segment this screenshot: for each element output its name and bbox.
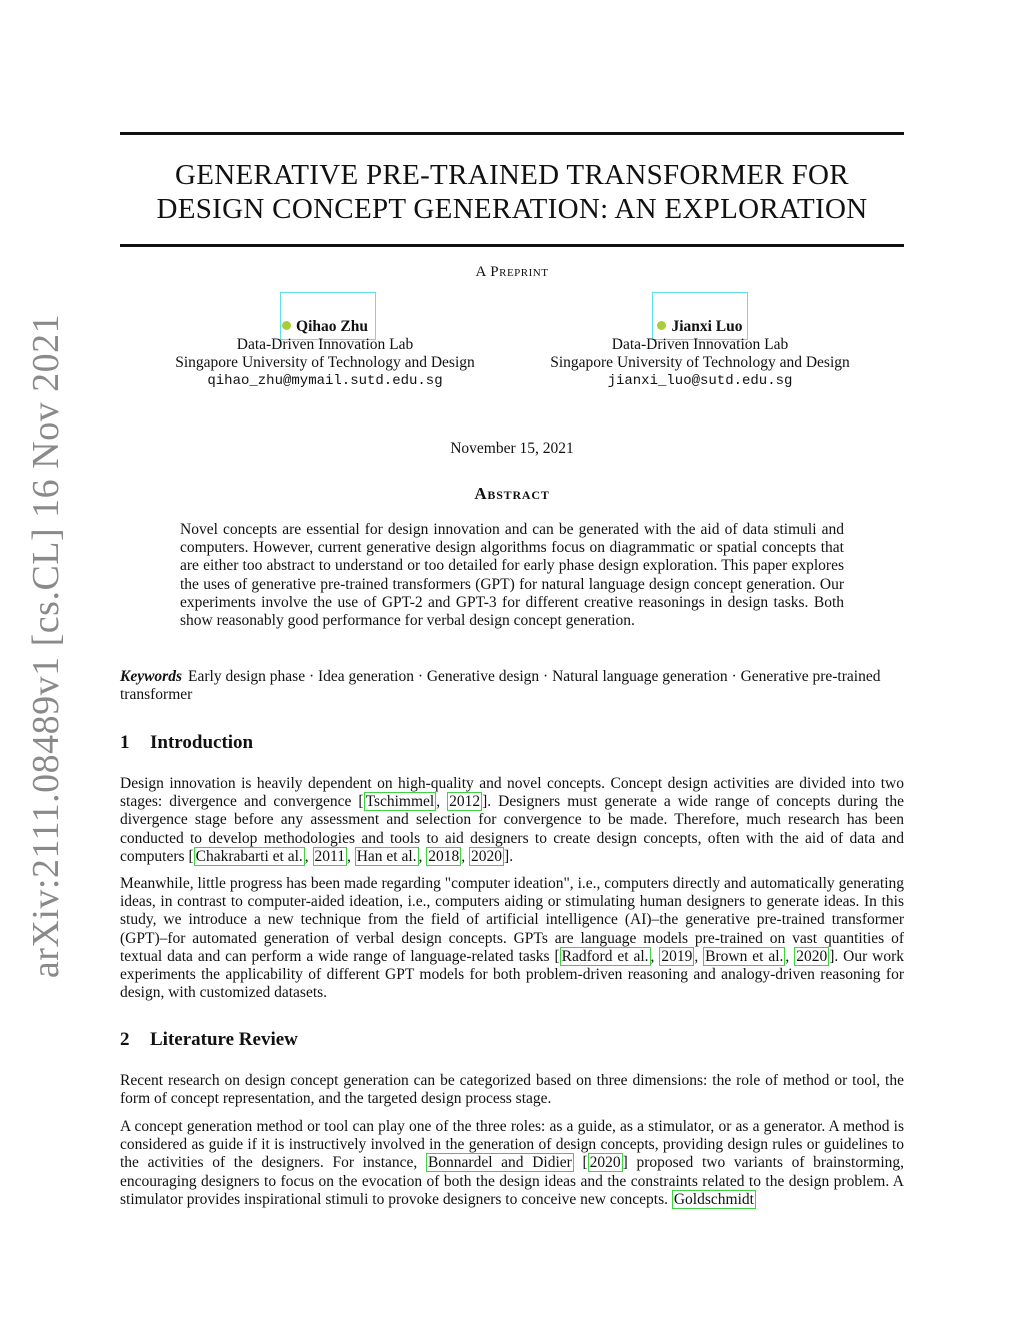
title-rule-bottom	[120, 244, 904, 247]
section-heading-introduction	[120, 732, 904, 754]
section-heading-literature-review	[120, 1029, 904, 1051]
citation-link[interactable]: Tschimmel	[365, 793, 435, 811]
paragraph-text: ].	[504, 847, 514, 865]
paragraph-text: ,	[694, 947, 704, 965]
author-name[interactable]: Qihao Zhu	[296, 318, 368, 335]
section-number: 2	[120, 1029, 130, 1050]
author-email[interactable]: jianxi_luo@sutd.edu.sg	[607, 373, 793, 389]
litreview-paragraph-2	[120, 1118, 904, 1209]
orcid-icon[interactable]	[282, 321, 291, 330]
intro-paragraph-1	[120, 775, 904, 866]
preprint-label: A Preprint	[475, 264, 549, 280]
author-block-2	[530, 318, 870, 390]
paragraph-text: A concept generation method or tool can play one of the three roles: as a guide, as a stimulator, or as a generator. A method is considered as guide if it is instructively involved in the generation of design concepts, providing design rules or guidelines to the activities of the designers. For instance,	[120, 1118, 904, 1172]
paragraph-text: ,	[650, 947, 660, 965]
paragraph-text: ,	[304, 847, 313, 865]
paragraph-text: [	[573, 1154, 588, 1172]
citation-link[interactable]: 2020	[589, 1154, 621, 1172]
section-number: 1	[120, 732, 130, 753]
paragraph-text: ] proposed two variants of brainstorming, encouraging designers to focus on the evocation of both the design ideas and the constraints related to the design problem. A stimulator provides inspirational stimuli to provoke designers to conceive new concepts.	[120, 1154, 904, 1208]
abstract-text: Novel concepts are essential for design innovation and can be generated with the aid of data stimuli and computers. However, current generative design algorithms focus on diagrammatic or spatial concepts that are either too abstract to understand or too detailed for early phase design exploration. This paper explores the uses of generative pre-trained transformers (GPT) for natural language design concept generation. Our experiments involve the use of GPT-2 and GPT-3 for different creative reasonings in design tasks. Both show reasonably good performance for verbal design concept generation.	[180, 521, 844, 630]
author-block-1	[155, 318, 495, 390]
paragraph-text: ]. Designers must generate a wide range of concepts during the divergence stage before any assessment and selection for convergence to be made. Therefore, much research has been conducted to develop methodologies and tools to aid designers to create design concepts, often with the aid of data and computers [	[120, 793, 904, 865]
litreview-paragraph-1: Recent research on design concept generation can be categorized based on three dimensions: the role of method or tool, the form of concept representation, and the targeted design process stage.	[120, 1072, 904, 1108]
citation-link[interactable]: 2020	[796, 947, 828, 965]
paragraph-text: ,	[346, 847, 355, 865]
citation-link[interactable]: Brown et al.	[705, 947, 784, 965]
citation-link[interactable]: 2018	[428, 847, 460, 865]
keywords	[120, 668, 904, 704]
paragraph-text: ,	[418, 847, 427, 865]
orcid-icon[interactable]	[657, 321, 666, 330]
citation-link[interactable]: Bonnardel and Didier	[427, 1154, 572, 1172]
author-institution: Singapore University of Technology and Design	[175, 354, 475, 371]
paragraph-text: ,	[785, 947, 795, 965]
title-line-2: DESIGN CONCEPT GENERATION: AN EXPLORATION	[156, 193, 868, 225]
paragraph-text: ,	[436, 793, 448, 811]
title-line-1: GENERATIVE PRE-TRAINED TRANSFORMER FOR	[175, 159, 849, 191]
author-name[interactable]: Jianxi Luo	[671, 318, 743, 335]
citation-link[interactable]: Chakrabarti et al.	[195, 847, 303, 865]
citation-link[interactable]: 2020	[471, 847, 503, 865]
publication-date: November 15, 2021	[450, 440, 574, 457]
citation-link[interactable]: Goldschmidt	[673, 1190, 754, 1208]
arxiv-identifier: arXiv:2111.08489v1 [cs.CL] 16 Nov 2021	[25, 313, 67, 979]
author-institution: Singapore University of Technology and Design	[550, 354, 850, 371]
citation-link[interactable]: Radford et al.	[561, 947, 649, 965]
section-title: Introduction	[150, 732, 254, 753]
keywords-text: Early design phase · Idea generation · Generative design · Natural language generation · Generative pre-trained transformer	[120, 668, 881, 704]
citation-link[interactable]: Han et al.	[356, 847, 417, 865]
citation-link[interactable]: 2019	[661, 947, 693, 965]
title-rule-top	[120, 132, 904, 135]
intro-paragraph-2	[120, 875, 904, 1002]
author-affiliation: Data-Driven Innovation Lab	[236, 336, 414, 353]
keywords-label: Keywords	[120, 668, 182, 685]
paragraph-text: ,	[461, 847, 470, 865]
paper-title	[120, 158, 904, 226]
author-affiliation: Data-Driven Innovation Lab	[611, 336, 789, 353]
citation-link[interactable]: 2012	[449, 793, 481, 811]
author-email[interactable]: qihao_zhu@mymail.sutd.edu.sg	[207, 373, 443, 389]
citation-link[interactable]: 2011	[314, 847, 345, 865]
paragraph-text: Design innovation is heavily dependent on high-quality and novel concepts. Concept design activities are divided into two stages: divergence and convergence [	[120, 775, 904, 811]
section-title: Literature Review	[150, 1029, 298, 1050]
paragraph-text: Meanwhile, little progress has been made regarding "computer ideation", i.e., computers directly and automatically generating ideas, in contrast to computer-aided ideation, i.e., computers aiding or stimulating human designers to generate ideas. In this study, we introduce a new technique from the field of artificial intelligence (AI)–the generative pre-trained transformer (GPT)–for automated generation of verbal design concepts. GPTs are language models pre-trained on vast quantities of textual data and can perform a wide range of language-related tasks [	[120, 875, 904, 965]
abstract-heading: Abstract	[474, 484, 550, 503]
paragraph-text: ]. Our work experiments the applicability of different GPT models for both problem-driven reasoning and analogy-driven reasoning for design, with customized datasets.	[120, 947, 905, 1002]
